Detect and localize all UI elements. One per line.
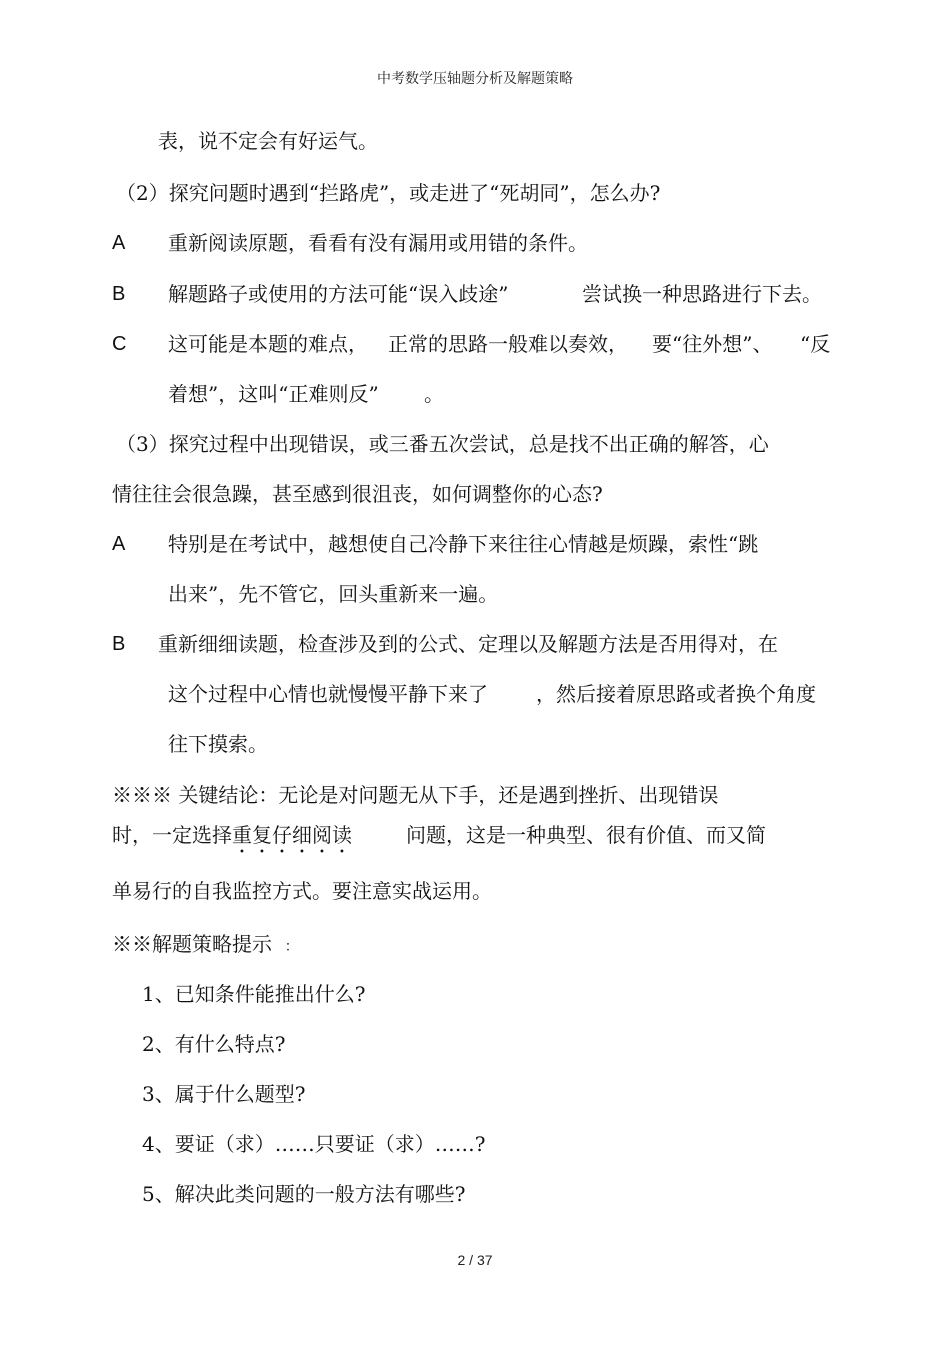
option-text: 这个过程中心情也就慢慢平静下来了 bbox=[168, 682, 488, 706]
tip-item: 4、要证（求）……只要证（求）……? bbox=[142, 1132, 486, 1156]
tip-item: 2、有什么特点? bbox=[142, 1032, 286, 1056]
option-label: A bbox=[112, 533, 126, 555]
running-header: 中考数学压轴题分析及解题策略 bbox=[377, 71, 573, 87]
option-text: 重新阅读原题，看看有没有漏用或用错的条件。 bbox=[168, 231, 588, 255]
text-line: 情往往会很急躁，甚至感到很沮丧，如何调整你的心态? bbox=[112, 482, 603, 506]
tip-item: 3、属于什么题型? bbox=[142, 1082, 306, 1106]
key-conclusion: 单易行的自我监控方式。要注意实战运用。 bbox=[112, 879, 492, 903]
option-text: 尝试换一种思路进行下去。 bbox=[582, 282, 822, 306]
emphasized-text: 重复仔细阅读 bbox=[232, 823, 352, 847]
option-text: 要“往外想”、 bbox=[652, 332, 773, 356]
tips-title bbox=[112, 931, 299, 960]
tip-item: 5、解决此类问题的一般方法有哪些? bbox=[142, 1182, 466, 1206]
option-text: 重新细细读题，检查涉及到的公式、定理以及解题方法是否用得对，在 bbox=[158, 632, 778, 656]
option-text: 这可能是本题的难点， bbox=[168, 332, 368, 356]
question-heading: （2）探究问题时遇到“拦路虎”，或走进了“死胡同”，怎么办? bbox=[116, 181, 661, 205]
key-conclusion: 问题，这是一种典型、很有价值、而又简 bbox=[406, 823, 766, 847]
question-heading: （3）探究过程中出现错误，或三番五次尝试，总是找不出正确的解答，心 bbox=[116, 432, 769, 456]
option-text: 解题路子或使用的方法可能“误入歧途” bbox=[168, 282, 509, 306]
option-label: A bbox=[112, 232, 126, 254]
option-label: B bbox=[112, 633, 126, 655]
option-text: 着想”，这叫“正难则反” bbox=[168, 382, 379, 406]
text-line: 表，说不定会有好运气。 bbox=[158, 129, 378, 153]
page-number: 2 / 37 bbox=[457, 1252, 493, 1268]
key-conclusion bbox=[112, 822, 352, 858]
tips-title-text: ※※解题策略提示 bbox=[112, 932, 272, 956]
key-text: 时，一定选择 bbox=[112, 823, 232, 847]
tips-colon: ： bbox=[284, 939, 299, 955]
option-text: “反 bbox=[800, 332, 831, 356]
option-label: B bbox=[112, 283, 126, 305]
option-text: 出来”，先不管它，回头重新来一遍。 bbox=[168, 582, 499, 606]
tip-item: 1、已知条件能推出什么? bbox=[142, 982, 366, 1006]
option-text: 。 bbox=[424, 382, 444, 406]
option-text: 正常的思路一般难以奏效， bbox=[388, 332, 628, 356]
option-text: 往下摸索。 bbox=[168, 732, 268, 756]
key-conclusion: ※※※ 关键结论：无论是对问题无从下手，还是遇到挫折、出现错误 bbox=[112, 783, 719, 807]
option-text: 特别是在考试中，越想使自己冷静下来往往心情越是烦躁，索性“跳 bbox=[168, 532, 759, 556]
option-label: C bbox=[112, 333, 127, 355]
option-text: ，然后接着原思路或者换个角度 bbox=[536, 682, 816, 706]
